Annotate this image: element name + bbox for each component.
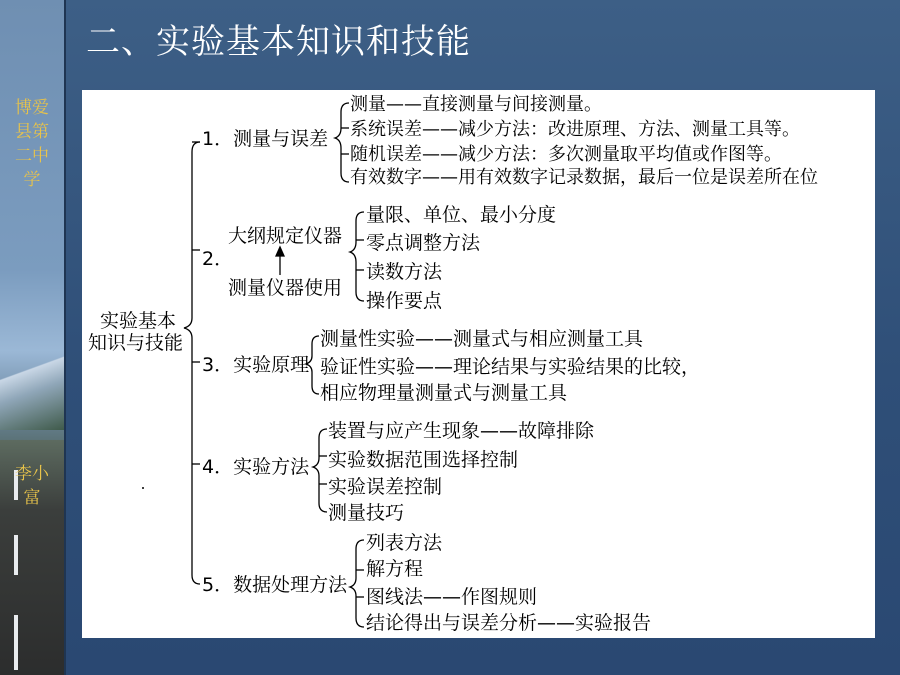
school-name: 博爱县第二中学 [15,98,49,190]
branch2-item: 读数方法 [366,261,443,283]
branch2-item: 量限、单位、最小分度 [366,204,557,226]
stray-dot [142,487,144,489]
branch1-item: 有效数字——用有效数字记录数据，最后一位是误差所在位 [350,167,818,188]
diagram-panel [82,90,875,638]
branch5-item: 图线法——作图规则 [366,586,538,608]
branch4-item: 实验误差控制 [328,476,443,498]
branch1-label: 1．测量与误差 [202,128,329,150]
branch2-item: 操作要点 [366,290,443,312]
branch2-upper: 大纲规定仪器 [228,225,343,247]
branch1-item: 系统误差——减少方法：改进原理、方法、测量工具等。 [350,119,800,140]
branch3-item: 验证性实验——理论结果与实验结果的比较， [320,356,701,378]
brace-4 [313,429,327,512]
branch3-label: 3．实验原理 [202,354,310,376]
branch4-item: 装置与应产生现象——故障排除 [328,420,595,442]
root-label-line2: 知识与技能 [88,332,184,354]
branch1-item: 随机误差——减少方法：多次测量取平均值或作图等。 [350,144,782,165]
branch2-lower: 测量仪器使用 [228,277,343,299]
branch2-item: 零点调整方法 [366,232,481,254]
branch5-item: 列表方法 [366,532,443,554]
branch5-label: 5．数据处理方法 [202,574,348,596]
mountain-image [0,330,64,430]
branch3-item: 测量性实验——测量式与相应测量工具 [320,328,644,350]
branch3-item: 相应物理量测量式与测量工具 [320,382,568,404]
branch1-item: 测量——直接测量与间接测量。 [350,94,602,115]
slide-title: 二、实验基本知识和技能 [86,22,471,62]
author-name: 李小富 [15,464,49,508]
lane-marking [14,535,18,575]
arrow-head [276,247,284,256]
lane-marking [14,615,18,670]
brace-2 [350,212,364,301]
root-label-line1: 实验基本 [100,310,177,332]
branch5-item: 解方程 [366,558,424,580]
branch5-item: 结论得出与误差分析——实验报告 [366,612,652,634]
main-brace [184,142,200,584]
branch4-item: 实验数据范围选择控制 [328,449,519,471]
brace-5 [350,540,364,627]
brace-1 [335,103,349,182]
branch4-label: 4．实验方法 [202,456,310,478]
branch4-item: 测量技巧 [328,502,405,524]
branch2-label: 2． [202,248,234,270]
